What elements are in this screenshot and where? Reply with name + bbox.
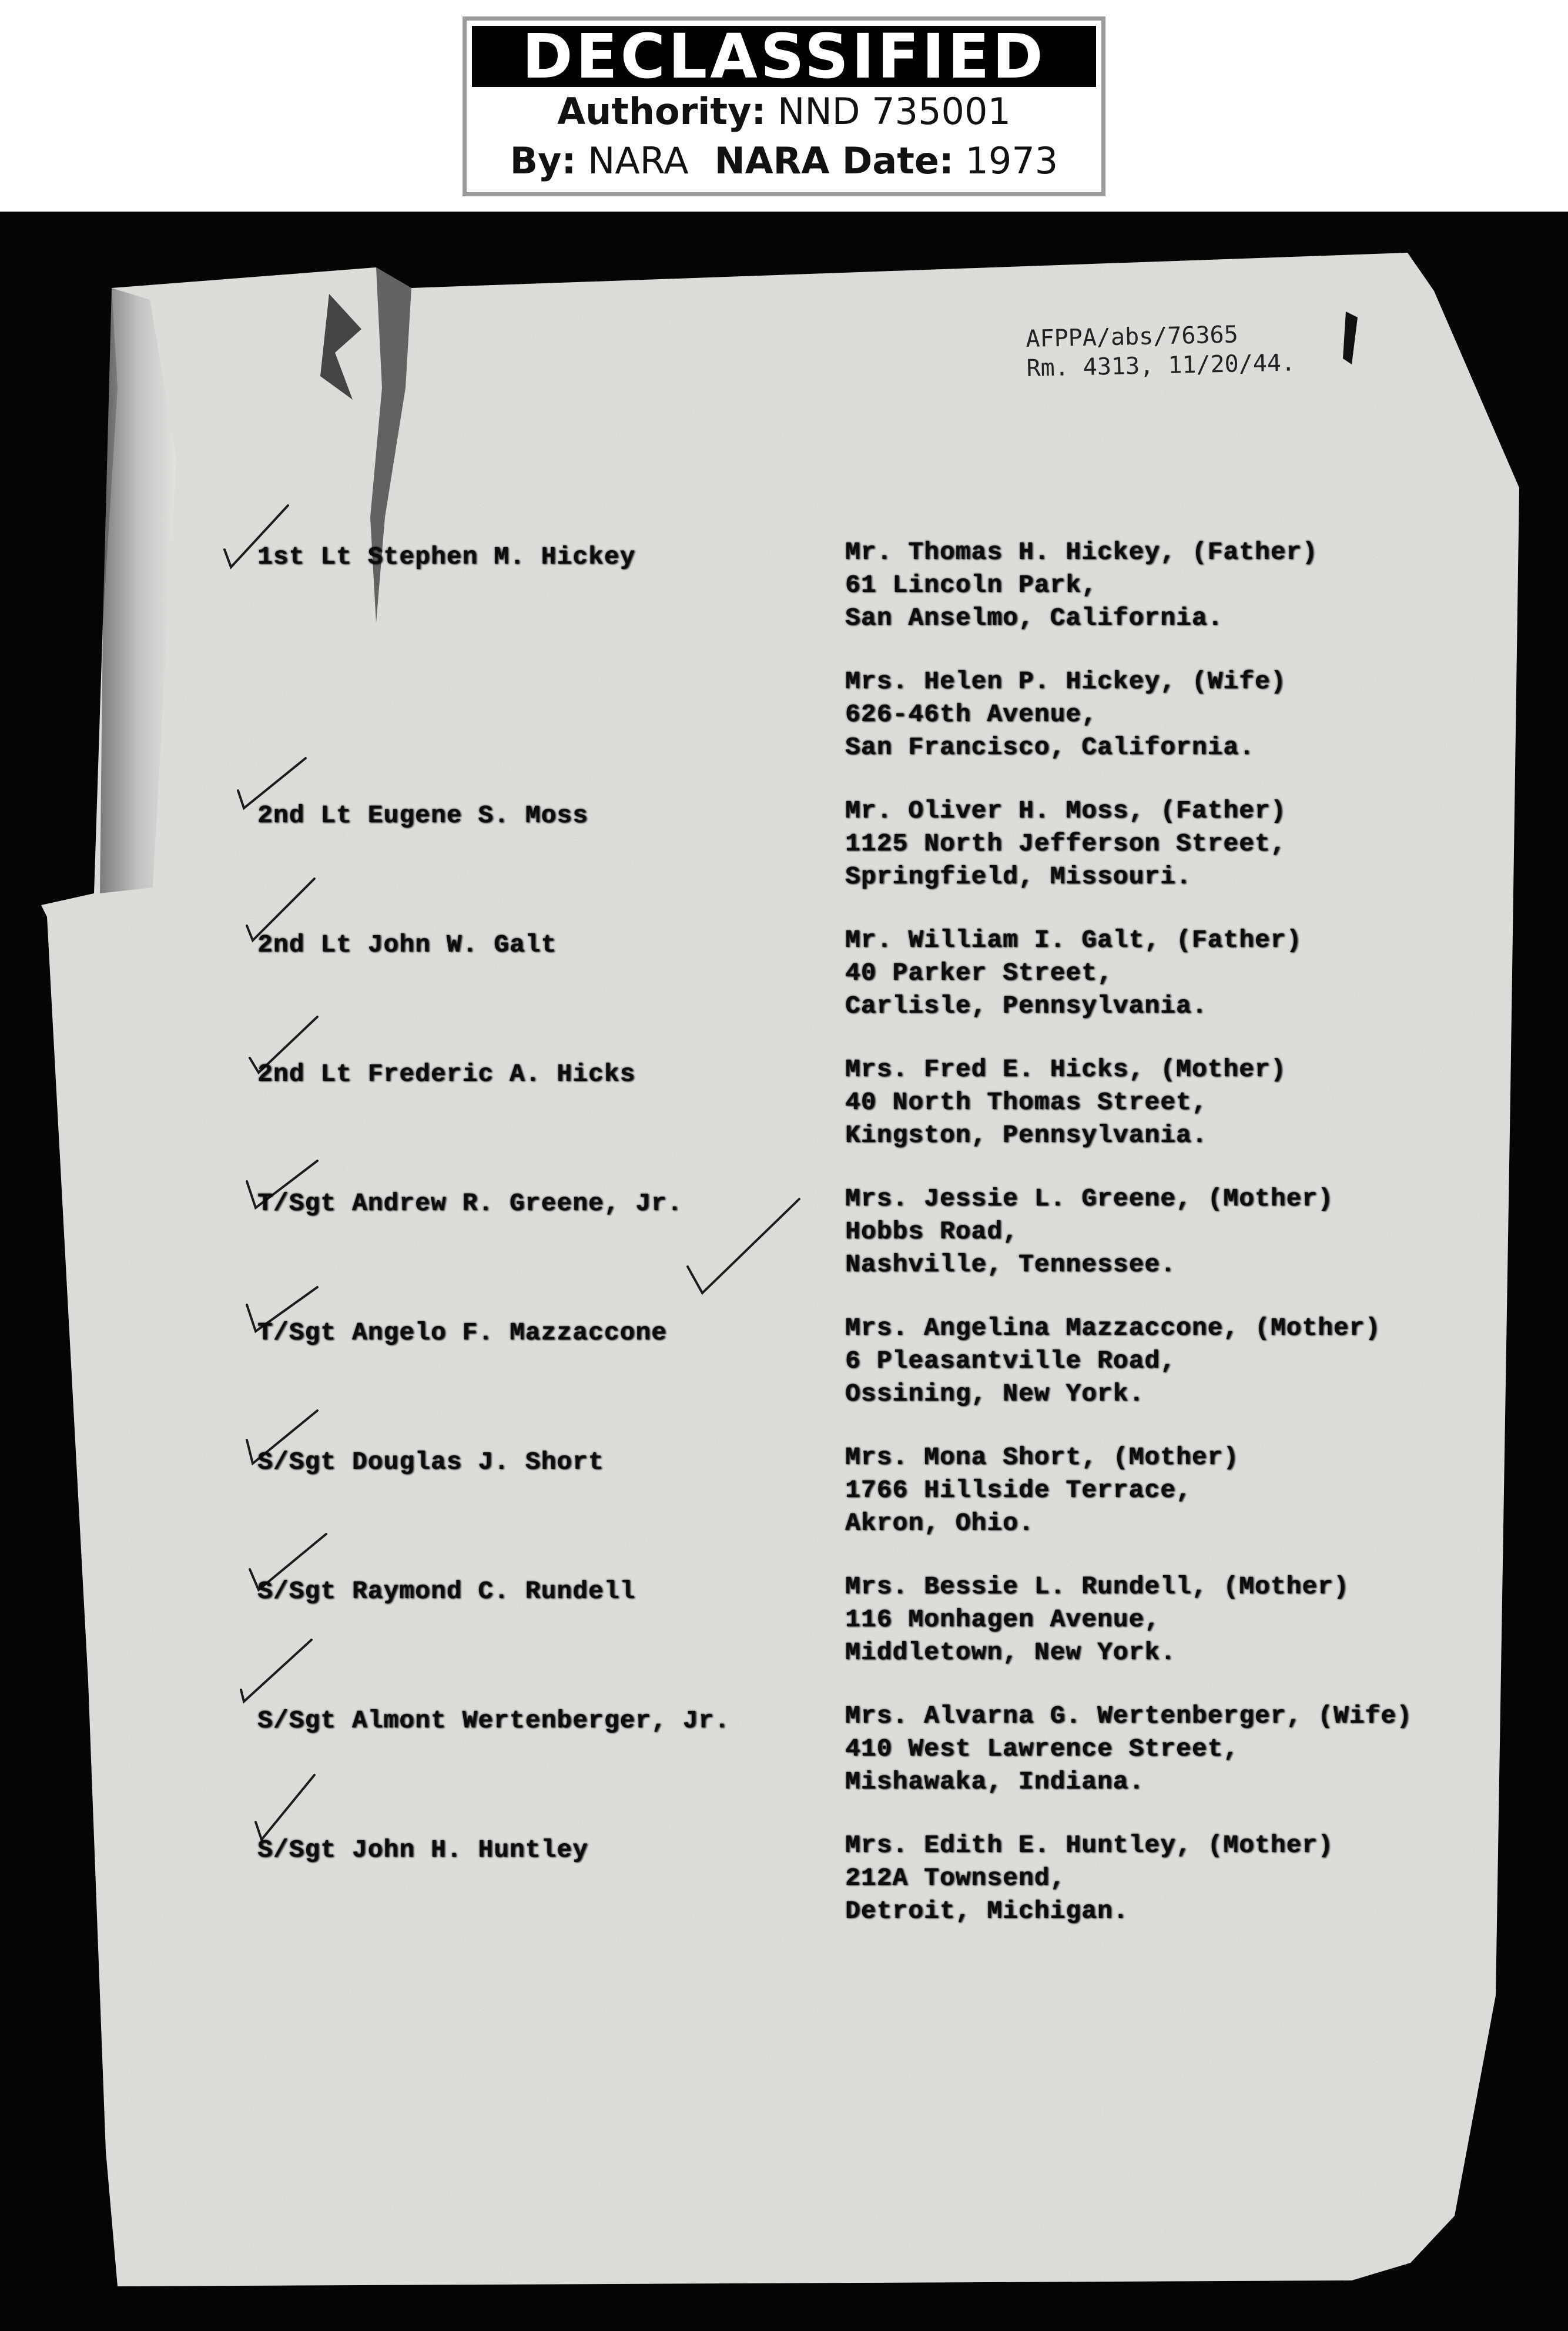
stamp-date-value: 1973 bbox=[965, 139, 1058, 182]
address-line: Springfield, Missouri. bbox=[845, 862, 1192, 891]
address-line: Middletown, New York. bbox=[845, 1638, 1176, 1667]
entry-name: 2nd Lt John W. Galt bbox=[257, 930, 557, 959]
reference-code: AFPPA/abs/76365 bbox=[1026, 321, 1239, 353]
entry-name: 2nd Lt Eugene S. Moss bbox=[257, 801, 588, 830]
address-line: Mrs. Jessie L. Greene, (Mother) bbox=[845, 1184, 1334, 1213]
address-line: San Francisco, California. bbox=[845, 733, 1255, 762]
address-line: 40 North Thomas Street, bbox=[845, 1088, 1208, 1117]
address-line: Mr. William I. Galt, (Father) bbox=[845, 926, 1302, 954]
declassified-stamp bbox=[463, 16, 1105, 196]
address-line: Mrs. Helen P. Hickey, (Wife) bbox=[845, 667, 1286, 696]
address-line: Nashville, Tennessee. bbox=[845, 1250, 1176, 1279]
entry-name: 1st Lt Stephen M. Hickey bbox=[257, 542, 636, 571]
address-block bbox=[845, 1829, 1334, 1928]
address-block bbox=[845, 536, 1318, 635]
stamp-title: DECLASSIFIED bbox=[472, 26, 1096, 87]
entry-name: 2nd Lt Frederic A. Hicks bbox=[257, 1060, 636, 1089]
address-block bbox=[845, 1183, 1334, 1281]
entry-name: S/Sgt John H. Huntley bbox=[257, 1836, 588, 1864]
address-line: 212A Townsend, bbox=[845, 1864, 1066, 1893]
address-line: 1125 North Jefferson Street, bbox=[845, 829, 1286, 858]
address-line: 1766 Hillside Terrace, bbox=[845, 1476, 1192, 1505]
entry-name: S/Sgt Almont Wertenberger, Jr. bbox=[257, 1706, 731, 1735]
address-line: 61 Lincoln Park, bbox=[845, 571, 1097, 600]
address-line: Akron, Ohio. bbox=[845, 1509, 1034, 1538]
address-block bbox=[845, 1053, 1286, 1152]
address-line: 410 West Lawrence Street, bbox=[845, 1734, 1239, 1763]
reference-room-date: Rm. 4313, 11/20/44. bbox=[1026, 349, 1296, 382]
address-block bbox=[845, 1441, 1239, 1540]
address-line: Kingston, Pennsylvania. bbox=[845, 1121, 1208, 1150]
entry-name: S/Sgt Douglas J. Short bbox=[257, 1448, 604, 1476]
entry-name: T/Sgt Angelo F. Mazzaccone bbox=[257, 1318, 667, 1347]
stamp-authority-value: NND 735001 bbox=[778, 90, 1011, 133]
stamp-date-label: NARA Date: bbox=[714, 139, 954, 182]
address-line: Mr. Thomas H. Hickey, (Father) bbox=[845, 538, 1318, 567]
address-block bbox=[845, 1700, 1412, 1799]
address-line: Mishawaka, Indiana. bbox=[845, 1767, 1145, 1796]
stamp-by-value: NARA bbox=[587, 139, 689, 182]
address-line: Mrs. Alvarna G. Wertenberger, (Wife) bbox=[845, 1702, 1412, 1730]
address-block bbox=[845, 1570, 1349, 1669]
address-line: Mrs. Bessie L. Rundell, (Mother) bbox=[845, 1572, 1349, 1601]
address-line: Ossining, New York. bbox=[845, 1379, 1145, 1408]
stamp-by-line bbox=[467, 136, 1101, 186]
address-line: Mrs. Angelina Mazzaccone, (Mother) bbox=[845, 1314, 1381, 1342]
address-line: Mrs. Mona Short, (Mother) bbox=[845, 1443, 1239, 1472]
stamp-by-label: By: bbox=[510, 139, 577, 182]
address-line: Mrs. Edith E. Huntley, (Mother) bbox=[845, 1831, 1334, 1860]
address-block bbox=[845, 665, 1286, 764]
address-line: Mrs. Fred E. Hicks, (Mother) bbox=[845, 1055, 1286, 1084]
address-line: Detroit, Michigan. bbox=[845, 1897, 1129, 1925]
address-line: 116 Monhagen Avenue, bbox=[845, 1605, 1161, 1634]
entry-name: T/Sgt Andrew R. Greene, Jr. bbox=[257, 1189, 683, 1218]
address-line: San Anselmo, California. bbox=[845, 604, 1224, 632]
stamp-authority-label: Authority: bbox=[557, 90, 766, 133]
address-line: Mr. Oliver H. Moss, (Father) bbox=[845, 796, 1286, 825]
address-line: Hobbs Road, bbox=[845, 1217, 1018, 1246]
entry-name: S/Sgt Raymond C. Rundell bbox=[257, 1577, 636, 1606]
stamp-authority-line bbox=[467, 87, 1101, 136]
address-block bbox=[845, 924, 1302, 1023]
address-line: 40 Parker Street, bbox=[845, 959, 1113, 987]
address-line: 6 Pleasantville Road, bbox=[845, 1347, 1176, 1375]
address-block bbox=[845, 795, 1286, 893]
document-reference bbox=[1026, 319, 1296, 383]
address-line: 626-46th Avenue, bbox=[845, 700, 1097, 729]
address-block bbox=[845, 1312, 1381, 1411]
scanned-document bbox=[0, 212, 1568, 2331]
address-line: Carlisle, Pennsylvania. bbox=[845, 992, 1208, 1020]
